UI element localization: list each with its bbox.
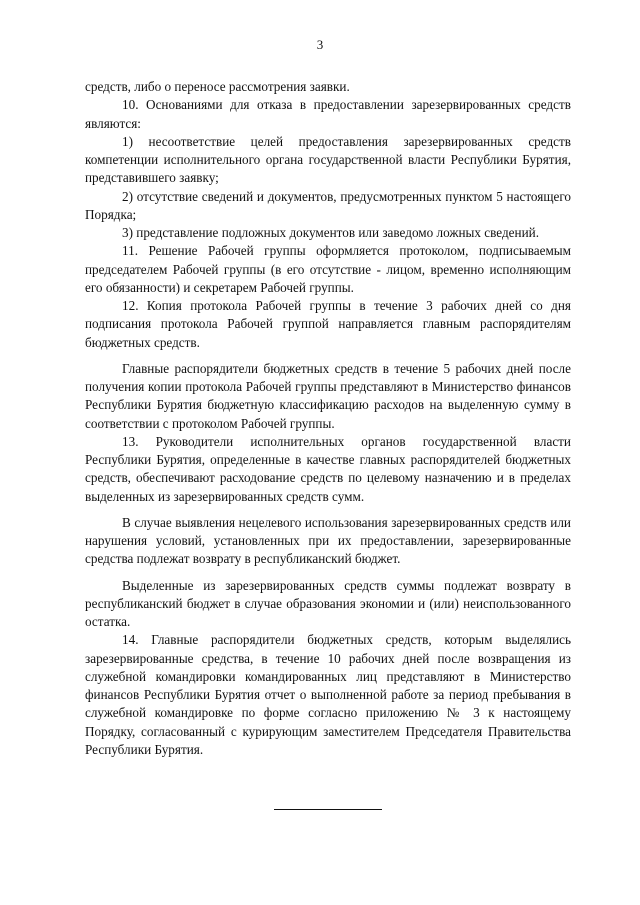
paragraph-subitem-1: 1) несоответствие целей предоставления зарезервированных средств компетенции исполнительного органа государственной власти Республики Бурятия, представившего заявку; — [85, 133, 571, 186]
closing-divider-line — [274, 809, 382, 810]
paragraph-item-12: 12. Копия протокола Рабочей группы в течение 3 рабочих дней со дня подписания протокола Рабочей группой направляется главным распорядителям бюджетных средств. — [85, 298, 571, 350]
page-number: 3 — [316, 37, 324, 52]
document-body — [85, 78, 571, 759]
paragraph-continuation: средств, либо о переносе рассмотрения заявки. — [85, 79, 350, 94]
paragraph-item-10: 10. Основаниями для отказа в предоставлении зарезервированных средств являются: — [85, 97, 571, 131]
paragraph-item-12-continued: Главные распорядители бюджетных средств в течение 5 рабочих дней после получения копии протокола Рабочей группы представляют в Министерство финансов Республики Бурятия бюджетную классификацию расходов на выделенную сумму в соответствии с протоколом Рабочей группы. — [85, 360, 571, 431]
paragraph-subitem-3: 3) представление подложных документов или заведомо ложных сведений. — [122, 225, 540, 240]
paragraph-misuse-return: В случае выявления нецелевого использования зарезервированных средств или нарушения условий, установленных при их предоставлении, зарезервированные средства подлежат возврату в республиканский бюджет. — [85, 514, 571, 567]
paragraph-item-11: 11. Решение Рабочей группы оформляется протоколом, подписываемым председателем Рабочей группы (в его отсутствие - лицом, временно исполняющим его обязанности) и секретарем Рабочей группы. — [85, 243, 571, 295]
paragraph-item-13: 13. Руководители исполнительных органов государственной власти Республики Бурятия, определенные в качестве главных распорядителей бюджетных средств, обеспечивают расходование средств по целевому назначению и в пределах выделенных из зарезервированных средств сумм. — [85, 433, 571, 504]
paragraph-item-14: 14. Главные распорядители бюджетных средств, которым выделялись зарезервированные средства, в течение 10 рабочих дней после возвращения из служебной командировки командированных лиц представляют в Министерство финансов Республики Бурятия отчет о выполненной работе за период пребывания в служебной командировке по форме согласно приложению № 3 к настоящему Порядку, согласованный с курирующим заместителем Председателя Правительства Республики Бурятия. — [85, 632, 571, 757]
paragraph-subitem-2: 2) отсутствие сведений и документов, предусмотренных пунктом 5 настоящего Порядка; — [85, 188, 571, 222]
paragraph-savings-return: Выделенные из зарезервированных средств суммы подлежат возврату в республиканский бюджет в случае образования экономии и (или) неиспользованного остатка. — [85, 577, 571, 629]
